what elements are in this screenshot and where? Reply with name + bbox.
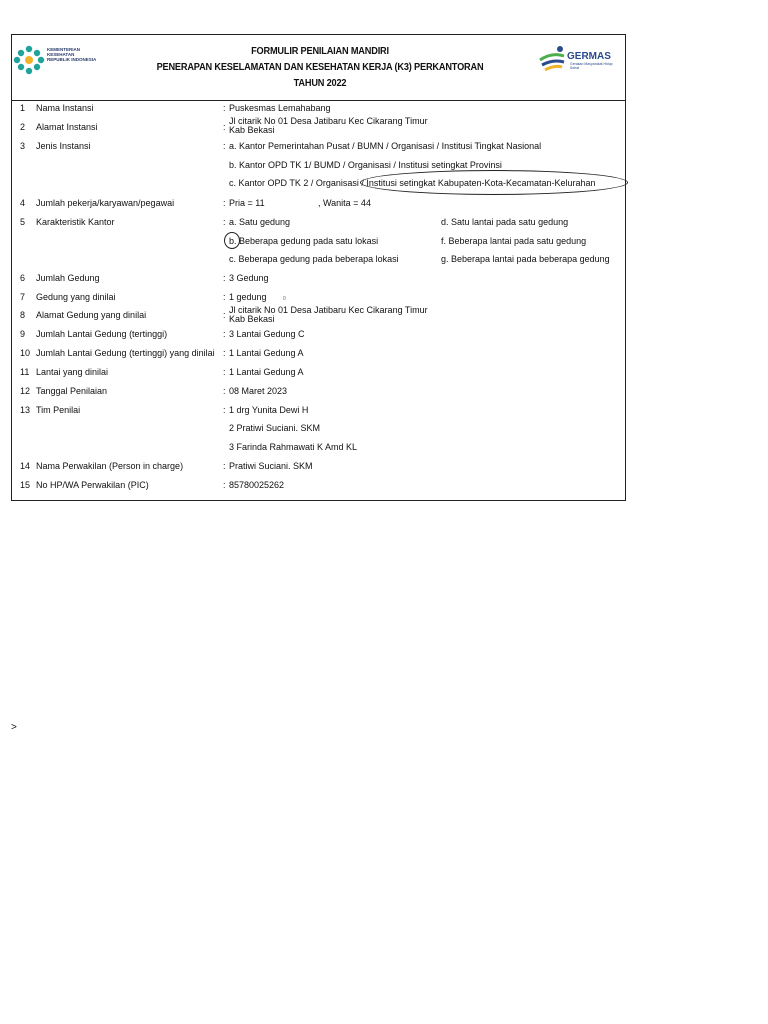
row-label: Jumlah pekerja/karyawan/pegawai bbox=[36, 198, 175, 208]
row-colon: : bbox=[223, 386, 226, 396]
row-label: Jumlah Lantai Gedung (tertinggi) bbox=[36, 329, 168, 339]
row-value: a. Kantor Pemerintahan Pusat / BUMN / Organisasi / Institusi Tingkat Nasional bbox=[229, 141, 542, 151]
row-label: Karakteristik Kantor bbox=[36, 217, 115, 227]
row-value: Pratiwi Suciani. SKM bbox=[229, 461, 313, 471]
row-label: Tanggal Penilaian bbox=[36, 386, 108, 396]
selection-circle-mark bbox=[360, 170, 628, 195]
row-number: 5 bbox=[20, 217, 26, 227]
kemenkes-logo-text: KEMENTERIAN KESEHATAN REPUBLIK INDONESIA bbox=[47, 47, 97, 63]
stray-mark: > bbox=[11, 722, 17, 733]
row-number: 7 bbox=[20, 292, 26, 302]
header-divider bbox=[11, 100, 626, 101]
row-colon: : bbox=[223, 367, 226, 377]
row-value-right: d. Satu lantai pada satu gedung bbox=[441, 217, 569, 227]
row-number: 15 bbox=[20, 480, 31, 490]
row-number: 14 bbox=[20, 461, 31, 471]
form-title: FORMULIR PENILAIAN MANDIRI bbox=[251, 46, 389, 57]
row-value-line3: c. Kantor OPD TK 2 / Organisasi / Institusi setingkat Kabupaten-Kota-Kecamatan-Kelurahan bbox=[229, 178, 596, 188]
row-label: Jenis Instansi bbox=[36, 141, 91, 151]
row-label: Gedung yang dinilai bbox=[36, 292, 116, 302]
selection-circle-mark bbox=[224, 232, 240, 249]
row-value: 3 Gedung bbox=[229, 273, 269, 283]
row-colon: : bbox=[223, 405, 226, 415]
form-year: TAHUN 2022 bbox=[293, 78, 347, 89]
row-label: No HP/WA Perwakilan (PIC) bbox=[36, 480, 149, 490]
row-colon: : bbox=[223, 103, 226, 113]
row-colon: : bbox=[223, 480, 226, 490]
row-label: Alamat Instansi bbox=[36, 122, 98, 132]
row-colon: : bbox=[223, 217, 226, 227]
row-value: Pria = 11 bbox=[229, 198, 265, 208]
row-value-line3: 3 Farinda Rahmawati K Amd KL bbox=[229, 442, 358, 452]
row-number: 3 bbox=[20, 141, 26, 151]
row-value-line3: c. Beberapa gedung pada beberapa lokasi bbox=[229, 254, 399, 264]
row-colon: : bbox=[223, 198, 226, 208]
row-number: 1 bbox=[20, 103, 26, 113]
row-colon: : bbox=[223, 273, 226, 283]
row-value-right-line3: g. Beberapa lantai pada beberapa gedung bbox=[441, 254, 610, 264]
row-label: Jumlah Gedung bbox=[36, 273, 100, 283]
row-colon: : bbox=[223, 310, 226, 320]
row-value: 1 gedung bbox=[229, 292, 267, 302]
row-number: 2 bbox=[20, 122, 26, 132]
row-value-right-line2: f. Beberapa lantai pada satu gedung bbox=[441, 236, 587, 246]
row-value-line2: Kab Bekasi bbox=[229, 125, 275, 135]
row-number: 6 bbox=[20, 273, 26, 283]
row-value-line2: b. Kantor OPD TK 1/ BUMD / Organisasi / Institusi setingkat Provinsi bbox=[229, 160, 502, 170]
row-value: 1 Lantai Gedung A bbox=[229, 348, 304, 358]
stray-mark: 0 bbox=[283, 296, 286, 302]
row-colon: : bbox=[223, 141, 226, 151]
germas-logo-subtext: Gerakan Masyarakat Hidup Sehat bbox=[570, 62, 613, 70]
row-label: Tim Penilai bbox=[36, 405, 81, 415]
germas-logo-text: GERMAS bbox=[567, 51, 611, 62]
row-label: Lantai yang dinilai bbox=[36, 367, 109, 377]
row-value-secondary: , Wanita = 44 bbox=[318, 198, 371, 208]
row-value-line2: Kab Bekasi bbox=[229, 314, 275, 324]
row-number: 11 bbox=[20, 367, 30, 377]
row-number: 10 bbox=[20, 348, 31, 358]
row-label: Nama Instansi bbox=[36, 103, 94, 113]
row-value-line2: 2 Pratiwi Suciani. SKM bbox=[229, 423, 321, 433]
row-label: Jumlah Lantai Gedung (tertinggi) yang dinilai bbox=[36, 348, 215, 358]
row-value-line2: b. Beberapa gedung pada satu lokasi bbox=[229, 236, 379, 246]
row-value: Puskesmas Lemahabang bbox=[229, 103, 331, 113]
row-colon: : bbox=[223, 348, 226, 358]
row-value: 08 Maret 2023 bbox=[229, 386, 288, 396]
row-label: Alamat Gedung yang dinilai bbox=[36, 310, 147, 320]
row-colon: : bbox=[223, 461, 226, 471]
row-number: 12 bbox=[20, 386, 31, 396]
row-label: Nama Perwakilan (Person in charge) bbox=[36, 461, 184, 471]
row-number: 13 bbox=[20, 405, 31, 415]
row-colon: : bbox=[223, 329, 226, 339]
row-value: Jl citarik No 01 Desa Jatibaru Kec Cikarang Timur bbox=[229, 305, 428, 315]
row-value: a. Satu gedung bbox=[229, 217, 291, 227]
row-colon: : bbox=[223, 292, 226, 302]
row-number: 4 bbox=[20, 198, 26, 208]
row-value: Jl citarik No 01 Desa Jatibaru Kec Cikarang Timur bbox=[229, 116, 428, 126]
row-value: 1 drg Yunita Dewi H bbox=[229, 405, 309, 415]
form-subtitle: PENERAPAN KESELAMATAN DAN KESEHATAN KERJA (K3) PERKANTORAN bbox=[156, 62, 484, 73]
row-value: 3 Lantai Gedung C bbox=[229, 329, 305, 339]
row-value: 1 Lantai Gedung A bbox=[229, 367, 304, 377]
row-number: 8 bbox=[20, 310, 26, 320]
row-value: 85780025262 bbox=[229, 480, 285, 490]
row-number: 9 bbox=[20, 329, 26, 339]
row-colon: : bbox=[223, 122, 226, 132]
